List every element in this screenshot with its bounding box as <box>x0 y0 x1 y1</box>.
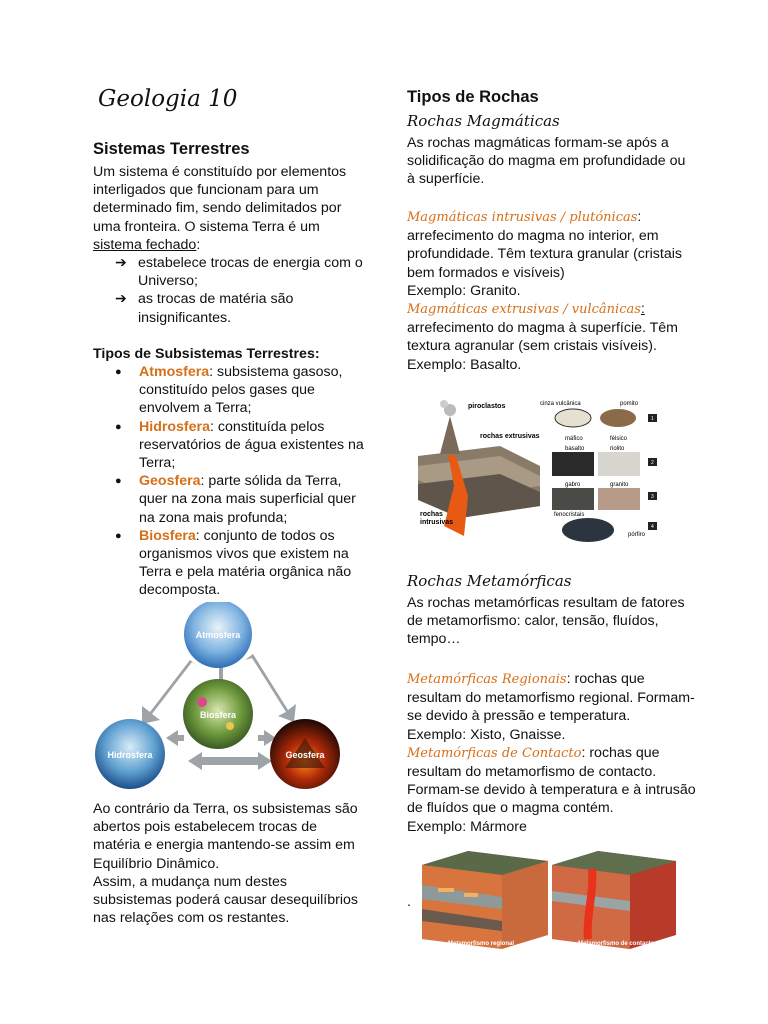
list-item: ● Geosfera: parte sólida da Terra, quer na zona mais superficial quer na zona mais profunda; <box>115 473 356 526</box>
bullet-icon: ● <box>115 366 122 378</box>
regional-block <box>422 851 548 949</box>
stray-dot: . <box>407 894 411 910</box>
intrusive-example: Exemplo: Granito. <box>407 282 521 299</box>
closed-system-list <box>93 254 368 327</box>
label-metamorfismo-regional: Metamorfismo regional <box>448 941 515 947</box>
biosphere-label: Biosfera <box>199 710 237 720</box>
label-rochas: rochas <box>420 511 443 518</box>
contact-label: Metamórficas de Contacto <box>407 745 582 761</box>
subsystems-list <box>93 363 368 600</box>
svg-text:3: 3 <box>651 494 654 500</box>
intrusive-desc: arrefecimento do magma no interior, em profundidade. Têm textura granular (cristais bem formados e visíveis) <box>407 228 682 281</box>
metamorphism-figure <box>418 845 680 955</box>
intrusive-label: Magmáticas intrusivas / plutónicas <box>407 210 638 225</box>
section-title-sistemas: Sistemas Terrestres <box>93 140 250 158</box>
label-gabro: gabro <box>565 482 581 488</box>
page-title: Geologia 10 <box>98 86 238 112</box>
magmatic-intro: As rochas magmáticas formam-se após a solidificação do magma em profundidade ou à superfície. <box>407 135 686 188</box>
label-basalto: basalto <box>565 446 585 452</box>
label-granito: granito <box>610 482 629 488</box>
contact-example: Exemplo: Mármore <box>407 818 527 835</box>
intro-colon: : <box>196 236 201 253</box>
list-item: ● Atmosfera: subsistema gasoso, constituído pelos gases que envolvem a Terra; <box>115 364 343 417</box>
label-rochas-extrusivas: rochas extrusivas <box>480 433 540 440</box>
regional-example: Exemplo: Xisto, Gnaisse. <box>407 726 566 743</box>
list-item: ➔ estabelece trocas de energia com o Universo; <box>115 255 363 290</box>
svg-text:4: 4 <box>651 524 654 530</box>
metamorphic-types <box>407 670 697 836</box>
label-felsico: félsico <box>610 436 628 442</box>
bullet-icon: ● <box>115 529 122 542</box>
svg-text:2: 2 <box>651 460 654 466</box>
label-intrusivas: intrusivas <box>420 519 454 526</box>
extrusive-label: Magmáticas extrusivas / vulcânicas <box>407 302 641 318</box>
atmosphere-label: Atmosfera <box>195 630 241 640</box>
regional-desc: : rochas que resultam do metamorfismo regional. Formam-se devido à pressão e temperatura. <box>407 671 695 725</box>
intro-paragraph <box>93 163 363 254</box>
label-riolito: riolito <box>610 446 625 452</box>
contact-desc: : rochas que resultam do metamorfismo de contacto. Formam-se devido à temperatura e à intrusão de fluídos que o magma contém. <box>407 744 696 817</box>
geosphere-label: Geosfera <box>285 750 325 760</box>
metamorphic-title: Rochas Metamórficas <box>407 572 572 590</box>
hydrosphere-label: Hidrosfera <box>107 750 153 760</box>
svg-text:1: 1 <box>651 416 654 422</box>
closing-paragraph: Ao contrário da Terra, os subsistemas são abertos pois estabelecem trocas de matéria e energia mantendo-se assim em Equilíbrio Dinâmico. Assim, a mudança num destes subsistemas poderá causar desequilíbrios nas relações com os restantes. <box>93 801 358 927</box>
contact-block <box>552 851 676 949</box>
regional-label: Metamórficas Regionais <box>407 672 567 687</box>
label-pomito: pomito <box>620 401 639 407</box>
extrusive-desc: arrefecimento do magma à superfície. Têm textura agranular (sem cristais visíveis). <box>407 320 678 355</box>
list-item: ● Hidrosfera: constituída pelos reservatórios de água existentes na Terra; <box>115 418 364 472</box>
closed-system-term: sistema fechado <box>93 236 197 253</box>
list-item: ● Biosfera: conjunto de todos os organismos vivos que existem na Terra e pela matéria orgânica não decomposta. <box>115 527 352 599</box>
bullet-icon: ● <box>115 475 122 488</box>
label-piroclastos: piroclastos <box>468 403 506 410</box>
subsystems-diagram <box>90 602 350 792</box>
list-item: ➔ as trocas de matéria são insignificantes. <box>115 291 294 326</box>
arrow-icon: ➔ <box>115 255 127 271</box>
extrusive-example: Exemplo: Basalto. <box>407 356 522 373</box>
label-porfiro: pórfiro <box>628 532 646 538</box>
metamorphic-intro: As rochas metamórficas resultam de fatores de metamorfismo: calor, tensão, fluídos, tempo… <box>407 595 685 648</box>
subsystems-heading: Tipos de Subsistemas Terrestres: <box>93 346 320 362</box>
igneous-rocks-figure <box>410 396 662 548</box>
label-mafico: máfico <box>565 436 583 442</box>
magmatic-title: Rochas Magmáticas <box>407 112 560 130</box>
intro-text: Um sistema é constituído por elementos interligados que funcionam para um determinado fim, sendo delimitados por uma fronteira. O sistema Terra é um <box>93 164 347 235</box>
intrusive-block: Magmáticas intrusivas / plutónicas: arrefecimento do magma no interior, em profundidade. Têm textura granular (cristais bem formados e visíveis) Exemplo: Granito. Magmáticas extrusivas / vulcânicas: arrefecimento do magma à superfície. Têm textura agranular (sem cristais visíveis). Exemplo: Basalto. <box>407 209 682 373</box>
rocks-title: Tipos de Rochas <box>407 88 539 106</box>
label-cinza: cinza vulcânica <box>540 401 581 407</box>
label-metamorfismo-contacto: Metamorfismo de contacto <box>578 941 655 947</box>
bullet-icon: ● <box>115 420 122 433</box>
arrow-icon: ➔ <box>115 291 127 308</box>
label-fenocristais: fenocristais <box>554 512 585 518</box>
